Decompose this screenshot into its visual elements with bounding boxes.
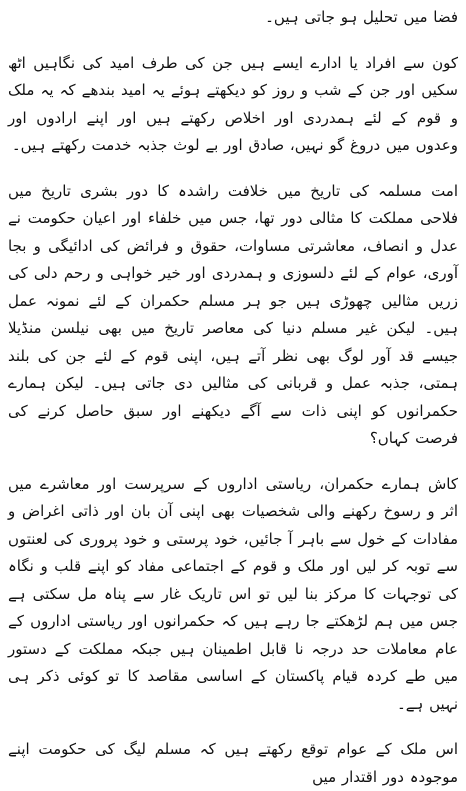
paragraph-1: فضا میں تحلیل ہو جاتی ہیں۔ [265, 8, 458, 26]
paragraph-gap [8, 160, 458, 178]
paragraph-2: کون سے افراد یا ادارے ایسے ہیں جن کی طرف امید کی نگاہیں اٹھ سکیں اور جن کے شب و روز کو دیکھتے ہوئے یہ امید بندھے کہ یہ ملک و قوم کے لئے ہمدردی اور اخلاص رکھتے ہیں اور اپنے ارادوں اور وعدوں میں دروغ گو نہیں، صادق اور بے لوث جذبہ خدمت رکھتے ہیں۔ [8, 53, 458, 154]
paragraph-5: اس ملک کے عوام توقع رکھتے ہیں کہ مسلم لیگ کی حکومت اپنے موجودہ دور اقتدار میں [8, 740, 458, 786]
paragraph-gap [8, 32, 458, 50]
paragraph-gap [8, 453, 458, 471]
document-page [8, 4, 458, 786]
paragraph-4: کاش ہمارے حکمران، ریاستی اداروں کے سرپرست اور معاشرے میں اثر و رسوخ رکھنے والی شخصیات بھی اپنی آن بان اور ذاتی اغراض و مفادات کے خول سے باہر آ جائیں، خود پرستی و خود پروری کی لعنتوں سے توبہ کر لیں اور ملک و قوم کے اجتماعی مفاد کو اپنے قلب و نگاہ کی توجہات کا مرکز بنا لیں تو اس تاریک غار سے پناہ مل سکتی ہے جس میں ہم لڑھکتے جا رہے ہیں کہ حکمرانوں اور ریاستی اداروں کے عام معاملات حد درجہ نا قابل اطمینان ہیں جبکہ مملکت کے دستور میں طے کردہ قیام پاکستان کے اساسی مقاصد کا تو کوئی ذکر ہی نہیں ہے۔ [8, 474, 458, 713]
paragraph-3: امت مسلمہ کی تاریخ میں خلافت راشدہ کا دور بشری تاریخ میں فلاحی مملکت کا مثالی دور تھا، جس میں خلفاء اور اعیان حکومت نے عدل و انصاف، معاشرتی مساوات، حقوق و فرائض کی ادائیگی و بجا آوری، عوام کے لئے دلسوزی و ہمدردی اور خیر خواہی و رحم دلی کی زریں مثالیں چھوڑی ہیں جو ہر مسلم حکمران کے لئے نمونہ عمل ہیں۔ لیکن غیر مسلم دنیا کی معاصر تاریخ میں بھی نیلسن منڈیلا جیسے قد آور لوگ بھی نظر آتے ہیں، اپنی قوم کے لئے جن کی بلند ہمتی، جذبہ عمل و قربانی کی مثالیں دی جاتی ہیں۔ لیکن ہمارے حکمرانوں کو اپنی ذات سے آگے دیکھنے اور سبق حاصل کرنے کی فرصت کہاں؟ [8, 181, 458, 447]
paragraph-gap [8, 718, 458, 736]
